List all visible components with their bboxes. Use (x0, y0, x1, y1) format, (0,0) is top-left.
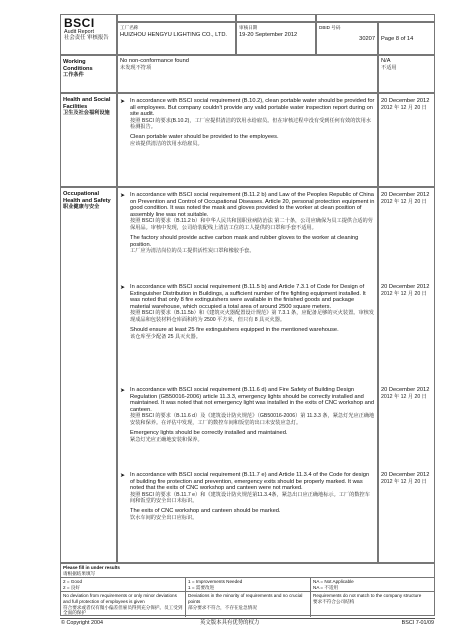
legend-desc-improve (186, 592, 311, 616)
legend-ratings-row (61, 578, 434, 592)
section-title-zh: 卫生及社会福利设施 (63, 110, 110, 117)
legend-desc-en: Requirements do not match to the company structure (313, 593, 422, 599)
recommendation-text-en: Should ensure at least 25 fire extinguishers equipped in the mentioned warehouse. (130, 326, 339, 333)
section-title-en: Occupational Health and Safety (63, 191, 111, 204)
finding-item (130, 387, 375, 443)
recommendation-text-en: Clean portable water should be provided to the employees. (130, 134, 279, 141)
finding-text-en: No non-conformance found (120, 58, 189, 64)
finding-text-zh: 按照 BSCI 的要求（B.11.6 d）及《建筑设计防火规范》（GB50016-2006）第 11.3.3 条，紧急灯光应正确地安装和保养。在评估中发现，工厂的数控车间和饭堂的出口未安装应急灯。 (130, 413, 375, 426)
section-date-health-social (378, 93, 435, 187)
due-date: 20 December 2012 (381, 472, 430, 478)
finding-item (130, 192, 375, 254)
legend-rating-zh: NA = 不适用 (313, 584, 339, 590)
legend-rating-en: NA = Not Applicable (313, 579, 354, 585)
legend-header-en: Please fill in under results (63, 565, 120, 570)
recommendation-text-zh: 该仓库至少配备 25 具灭火器。 (130, 333, 201, 340)
finding-text-en: In accordance with BSCI social requirement (B.11.2 b) and Law of the Peoples Republic of China on Prevention and Control of Occupational Diseases. Article 20, personal protection equipment in good condition. It was noted the mask and gloves provided to the worker at clean position of assembly line was not suitable. (130, 192, 375, 218)
due-date-zh: 2012 年 12 月 20 日 (381, 290, 427, 297)
bsci-logo: BSCI (64, 16, 95, 30)
legend-desc-na (311, 592, 434, 616)
dbid-label-cell (316, 14, 435, 30)
header-logo-box (60, 14, 117, 55)
finding-text-en: In accordance with BSCI social requirement (B.11.7 e) and Article 11.3.4 of the Code for design of building fire protection and prevention, emergency exits should be properly marked. It was noted that the exits of CNC workshop and canteen were not marked. (130, 472, 370, 492)
section-title-en: Health and Social Facilities (63, 97, 111, 110)
legend-desc-good (61, 592, 186, 616)
audit-date: 19-20 September 2012 (239, 32, 298, 38)
rating-legend (60, 563, 435, 616)
finding-item (130, 284, 375, 340)
bullet-arrow-icon: ➤ (120, 193, 126, 199)
section-title-zh: 工作条件 (63, 72, 84, 79)
audit-date-label-cell (236, 14, 316, 30)
due-date: 20 December 2012 (381, 387, 430, 393)
footer-copyright: © Copyright 2004 (61, 620, 104, 626)
due-date: N/A (381, 58, 391, 64)
due-date-block (381, 472, 432, 485)
due-date-block (381, 284, 432, 297)
factory-label-cell (117, 14, 236, 30)
legend-rating-na (311, 578, 434, 591)
footer-center-note: 英文版本具有优势的权力 (200, 620, 260, 626)
dbid-cell (316, 22, 378, 55)
report-page (60, 14, 435, 628)
due-date-block (381, 387, 432, 400)
legend-rating-good (61, 578, 186, 591)
due-date-block (381, 192, 432, 205)
legend-desc-en: Deviations in the minority of requirements and no crucial points (188, 593, 303, 604)
section-date-working-conditions (378, 55, 435, 93)
section-title-ohs (60, 187, 117, 563)
recommendation-text-zh: 应该提供清洁的饮用水给雇员。 (130, 140, 203, 147)
due-date-zh: 2012 年 12 月 20 日 (381, 478, 427, 485)
due-date-zh: 2012 年 12 月 20 日 (381, 104, 427, 111)
legend-desc-zh: 要求不符合公司结构 (313, 598, 355, 604)
factory-name-cell (117, 22, 236, 55)
section-findings-working-conditions (117, 55, 378, 93)
recommendation-text-zh: 饮水车间的安全出口应标识。 (130, 514, 198, 521)
due-date-zh: 2012 年 12 月 20 日 (381, 393, 427, 400)
dbid-label: DBID 号码 (319, 25, 341, 30)
due-date-zh: 2012 年 12 月 20 日 (381, 198, 427, 205)
legend-descriptions-row (61, 592, 434, 616)
legend-rating-zh: 2 = 良好 (63, 584, 80, 590)
recommendation-text-en: Emergency lights should be correctly installed and maintained. (130, 429, 288, 436)
section-findings-health-social (117, 93, 378, 187)
page-number-cell (378, 22, 435, 55)
legend-rating-zh: 1 = 需要改进 (188, 584, 215, 590)
due-date-block (381, 98, 432, 111)
recommendation-text-en: The exits of CNC workshop and canteen should be marked. (130, 508, 281, 515)
legend-rating-improve (186, 578, 311, 591)
section-date-ohs (378, 187, 435, 563)
recommendation-text-zh: 工厂应为清洁岗位的员工提供活性炭口罩和橡胶手套。 (130, 248, 255, 255)
finding-text-zh: 按照 BSCI 的要求（B.11.2 b）和中华人民共和国职业病防治法 第二十条，公司应确保为员工提供合适的劳保用品。审核中发现，公司给装配线上清洁工位的工人提供的口罩和手套不适用。 (130, 218, 373, 231)
factory-name-label: 工厂名称 (120, 25, 139, 30)
audit-report-title: Audit Report (64, 29, 94, 35)
section-title-zh: 职业健康与安全 (63, 204, 100, 211)
section-title-health-social (60, 93, 117, 187)
bullet-arrow-icon: ➤ (120, 473, 126, 479)
due-date-zh: 不适用 (381, 64, 397, 71)
recommendation-text-zh: 紧急灯光应正确地安装和保养。 (130, 436, 203, 443)
audit-date-label: 审核日期 (239, 25, 258, 30)
finding-text-zh: 按照 BSCI 的要求（B.11.7 e）和《建筑设计防火规范第11.3.4条，紧急出口应正确地标示。工厂的数控车间和饭堂的安全出口未标识。 (130, 491, 370, 505)
audit-report-title-zh: 社会责任 审核报告 (64, 35, 109, 42)
footer-doc-code: BSCI 7-01/09 (401, 620, 434, 626)
section-findings-ohs (117, 187, 378, 563)
legend-header-zh: 请根据结果填写 (63, 570, 96, 576)
bullet-arrow-icon: ➤ (120, 99, 126, 105)
audit-date-cell (236, 22, 316, 55)
recommendation-text-en: The factory should provide active carbon mask and rubber gloves to the worker at cleaning position. (130, 234, 359, 248)
legend-desc-en: No deviation from requirements or only minor deviations and full protection of employees is given (63, 593, 177, 604)
finding-item (130, 98, 375, 147)
legend-desc-zh: 部分要求不符合，不存在危急情况 (188, 604, 257, 610)
due-date: 20 December 2012 (381, 98, 430, 104)
section-title-working-conditions (60, 55, 117, 93)
finding-item (130, 472, 375, 521)
dbid-number: 30207 (359, 36, 375, 42)
legend-header (61, 564, 434, 578)
due-date: 20 December 2012 (381, 284, 430, 290)
due-date: 20 December 2012 (381, 192, 430, 198)
page-footer (60, 618, 435, 627)
legend-rating-en: 2 = Good (63, 579, 83, 585)
finding-text-zh: 按照 BSCI 的要求（B.11.5b）和《建筑灭火器配置设计规范》第 7.3.1 条，应配备足够的灭火装置。审核发现成品和包装材料仓库面积约为 2500 平方米，但只有 8 具灭火器。 (130, 310, 375, 323)
section-title-en: Working Conditions (63, 59, 93, 72)
finding-text-zh: 未发现不符项 (120, 64, 152, 71)
finding-text-zh: 按照 BSCI 的要求(B.10.2)，工厂应提供清洁的饮用水给雇员。但在审核过程中没有受到任何有效的饮用水检测报告。 (130, 117, 371, 131)
finding-text-en: In accordance with BSCI social requirement (B.11.5 b) and Article 7.3.1 of Code for Design of Extinguisher Distribution in Buildings, a sufficient number of fire fighting equipment installed. It was noted that only 8 fire extinguishers were available in the finished goods and package material warehouse, which occupied a total area of around 2500 square meters. (130, 284, 366, 310)
bullet-arrow-icon: ➤ (120, 388, 126, 394)
legend-desc-zh: 符合要求或者仅有微小偏差但雇员得到充分保护。员工受到全面的保护 (63, 604, 183, 616)
finding-text-en: In accordance with BSCI social requirement (B.10.2), clean portable water should be provided for all employees. But company couldn't provide any valid portable water inspection report during on site audit. (130, 98, 375, 118)
factory-name: HUIZHOU HENGYU LIGHTING CO., LTD. (120, 32, 228, 38)
legend-rating-en: 1 = Improvements Needed (188, 579, 243, 585)
page-number: Page 8 of 14 (381, 36, 414, 42)
bullet-arrow-icon: ➤ (120, 285, 126, 291)
finding-text-en: In accordance with BSCI social requirement (B.11.6 d) and Fire Safety of Building Design Regulation (GB50016-2006) article 11.3.3, emergency lights should be correctly installed and maintained. It was noted that not emergency light was installed in the exits of CNC workshop and canteen. (130, 387, 375, 413)
